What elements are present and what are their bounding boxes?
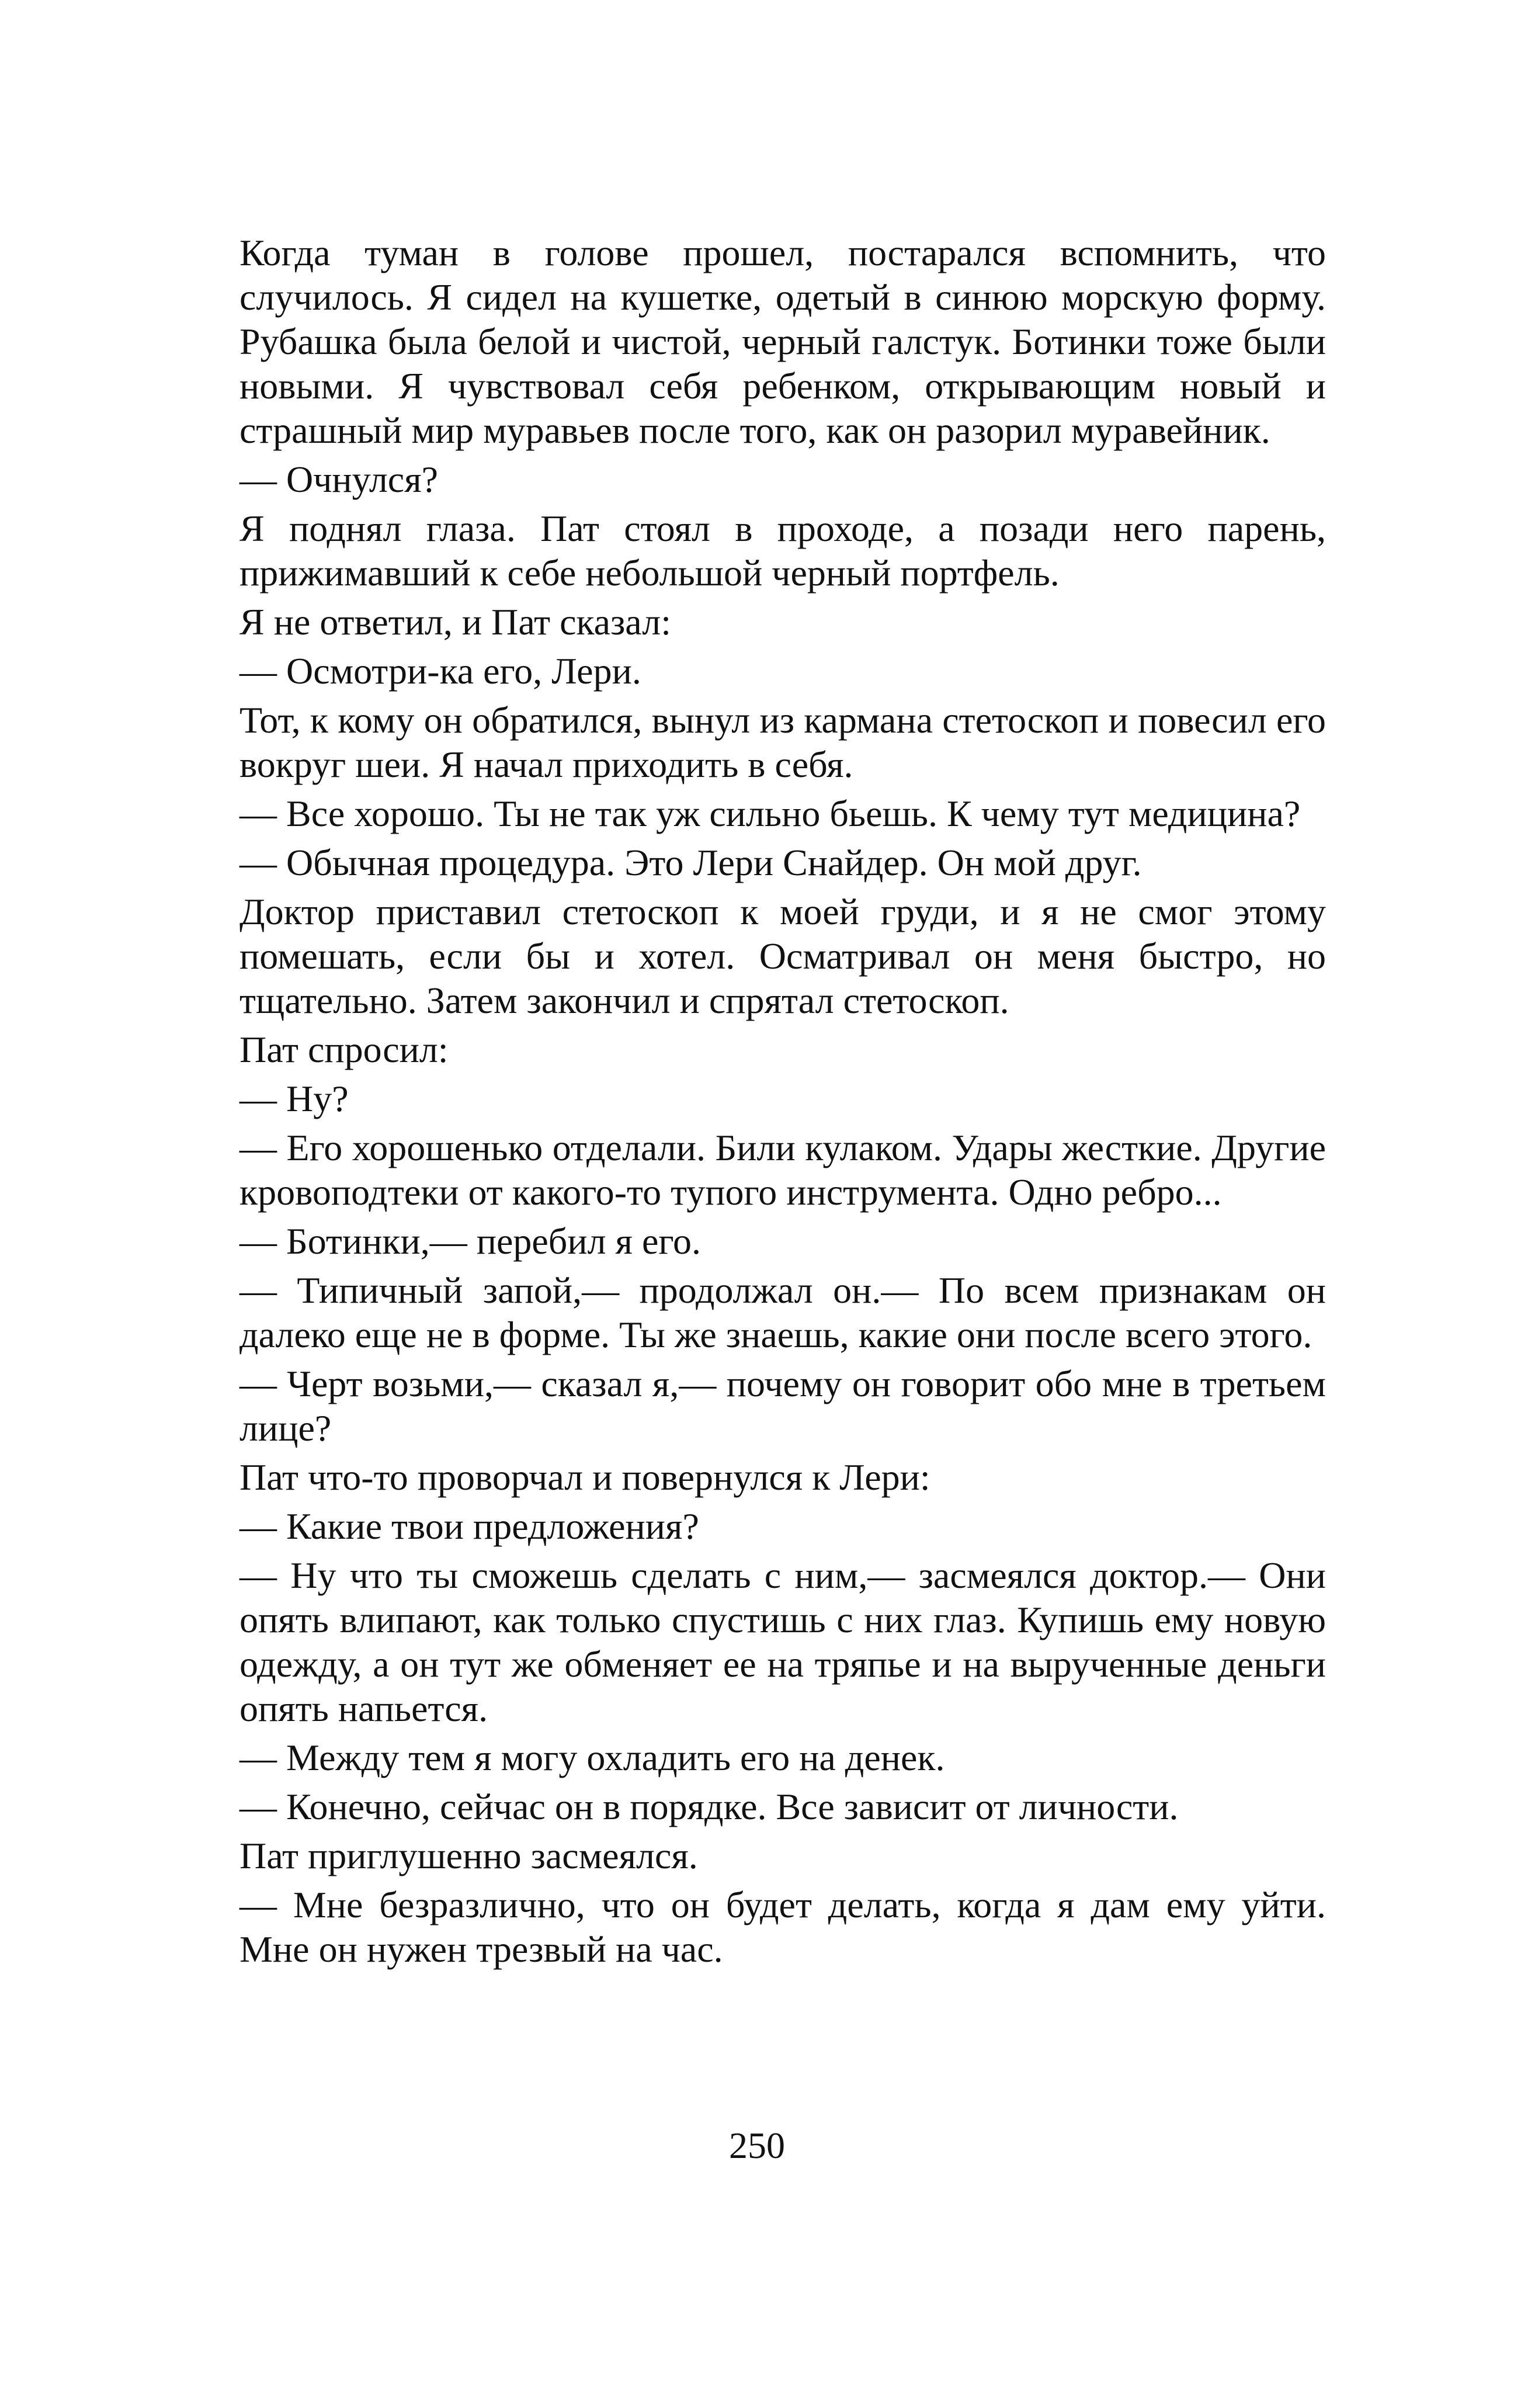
paragraph: — Типичный запой,— продолжал он.— По всем признакам он далеко еще не в форме. Ты же знаешь, какие они после всего этого. [239,1269,1326,1355]
paragraph: Пат спросил: [239,1029,449,1070]
paragraph: Тот, к кому он обратился, вынул из кармана стетоскоп и повесил его вокруг шеи. Я начал приходить в себя. [239,699,1326,785]
paragraph: Когда туман в голове прошел, постарался вспомнить, что случилось. Я сидел на кушетке, одетый в синюю морскую форму. Рубашка была белой и чистой, черный галстук. Ботинки тоже были новыми. Я чувствовал себя ребенком, открывающим новый и страшный мир муравьев после того, как он разорил муравейник. [239,232,1326,451]
paragraph: — Осмотри-ка его, Лери. [239,650,641,692]
paragraph: — Конечно, сейчас он в порядке. Все зависит от личности. [239,1786,1179,1827]
page-body [239,231,1326,1976]
paragraph: — Ботинки,— перебил я его. [239,1220,702,1262]
paragraph: — Все хорошо. Ты не так уж сильно бьешь. К чему тут медицина? [239,793,1301,834]
paragraph: — Его хорошенько отделали. Били кулаком. Удары жесткие. Другие кровоподтеки от какого-то тупого инструмента. Одно ребро... [239,1127,1326,1213]
paragraph: Я поднял глаза. Пат стоял в проходе, а позади него парень, прижимавший к себе небольшой черный портфель. [239,508,1326,594]
paragraph: — Черт возьми,— сказал я,— почему он говорит обо мне в третьем лице? [239,1363,1326,1449]
paragraph: — Очнулся? [239,459,439,500]
paragraph: Пат что-то проворчал и повернулся к Лери: [239,1456,930,1498]
paragraph: — Ну? [239,1078,349,1119]
paragraph: — Мне безразлично, что он будет делать, когда я дам ему уйти. Мне он нужен трезвый на час. [239,1884,1326,1970]
page-number: 250 [729,2125,785,2166]
paragraph: — Ну что ты сможешь сделать с ним,— засмеялся доктор.— Они опять влипают, как только спустишь с них глаз. Купишь ему новую одежду, а он тут же обменяет ее на тряпье и на вырученные деньги опять напьется. [239,1555,1326,1729]
paragraph: — Какие твои предложения? [239,1505,699,1547]
paragraph: — Между тем я могу охладить его на денек. [239,1737,945,1778]
paragraph: Я не ответил, и Пат сказал: [239,601,671,643]
paragraph: Пат приглушенно засмеялся. [239,1835,698,1876]
paragraph: — Обычная процедура. Это Лери Снайдер. Он мой друг. [239,842,1142,883]
paragraph: Доктор приставил стетоскоп к моей груди, и я не смог этому помешать, если бы и хотел. Осматривал он меня быстро, но тщательно. Затем закончил и спрятал стетоскоп. [239,891,1326,1021]
